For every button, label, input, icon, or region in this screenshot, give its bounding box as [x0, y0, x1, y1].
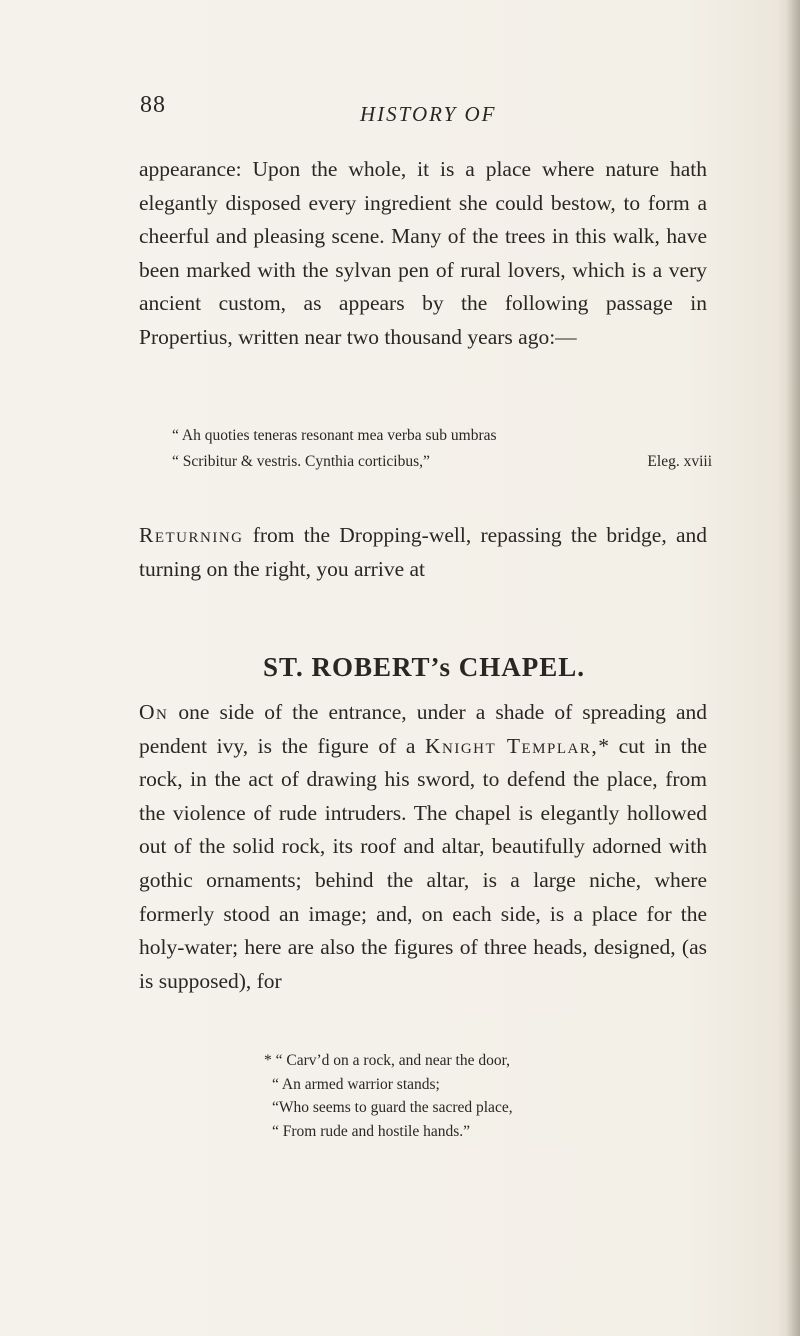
paragraph-2-lead: Returning [139, 523, 244, 547]
footnote-line-2: “ An armed warrior stands; [272, 1075, 440, 1093]
footnote [264, 1049, 513, 1143]
quote-line-2-text: “ Scribitur & vestris. Cynthia corticibus,” [172, 453, 430, 470]
quote-line-1-text: “ Ah quoties teneras resonant mea verba sub umbras [172, 427, 497, 444]
paragraph-3-part-b: * cut in the rock, in the act of drawing his sword, to defend the place, from the violence of rude intruders. The chapel is elegantly hollowed out of the solid rock, its roof and altar, beautifully adorned with gothic ornaments; behind the altar, is a large niche, where formerly stood an image; and, on each side, is a place for the holy-water; here are also the figures of three heads, designed, (as is supposed), for [139, 733, 707, 993]
latin-quotation [172, 423, 712, 475]
footnote-line-4: “ From rude and hostile hands.” [272, 1122, 471, 1140]
footnote-line-1: * “ Carv’d on a rock, and near the door, [264, 1052, 510, 1069]
quote-line-2 [172, 449, 712, 475]
quote-citation: Eleg. xviii [647, 453, 712, 470]
paragraph-3-lead: On [139, 700, 169, 724]
paragraph-1: appearance: Upon the whole, it is a place where nature hath elegantly disposed every ingredient she could bestow, to form a cheerful and pleasing scene. Many of the trees in this walk, have been marked with the sylvan pen of rural lovers, which is a very ancient custom, as appears by the following passage in Propertius, written near two thousand years ago:— [139, 157, 707, 349]
section-heading: ST. ROBERT’s CHAPEL. [262, 652, 586, 682]
quote-line-1 [172, 423, 712, 449]
running-head: HISTORY OF [360, 102, 497, 126]
paragraph-2-rest: from the Dropping-well, repassing the bridge, and turning on the right, you arrive at [139, 523, 707, 581]
page-edge-shadow [786, 0, 800, 1336]
paragraph-2 [139, 519, 707, 586]
footnote-line-3: “Who seems to guard the sacred place, [272, 1099, 513, 1116]
paragraph-3-part-a: one side of the entrance, under a shade of spreading and pendent ivy, is the figure of a [139, 700, 707, 758]
paragraph-3 [139, 696, 707, 998]
page-number: 88 [140, 92, 166, 118]
knight-templar-term: Knight Templar, [425, 733, 599, 758]
